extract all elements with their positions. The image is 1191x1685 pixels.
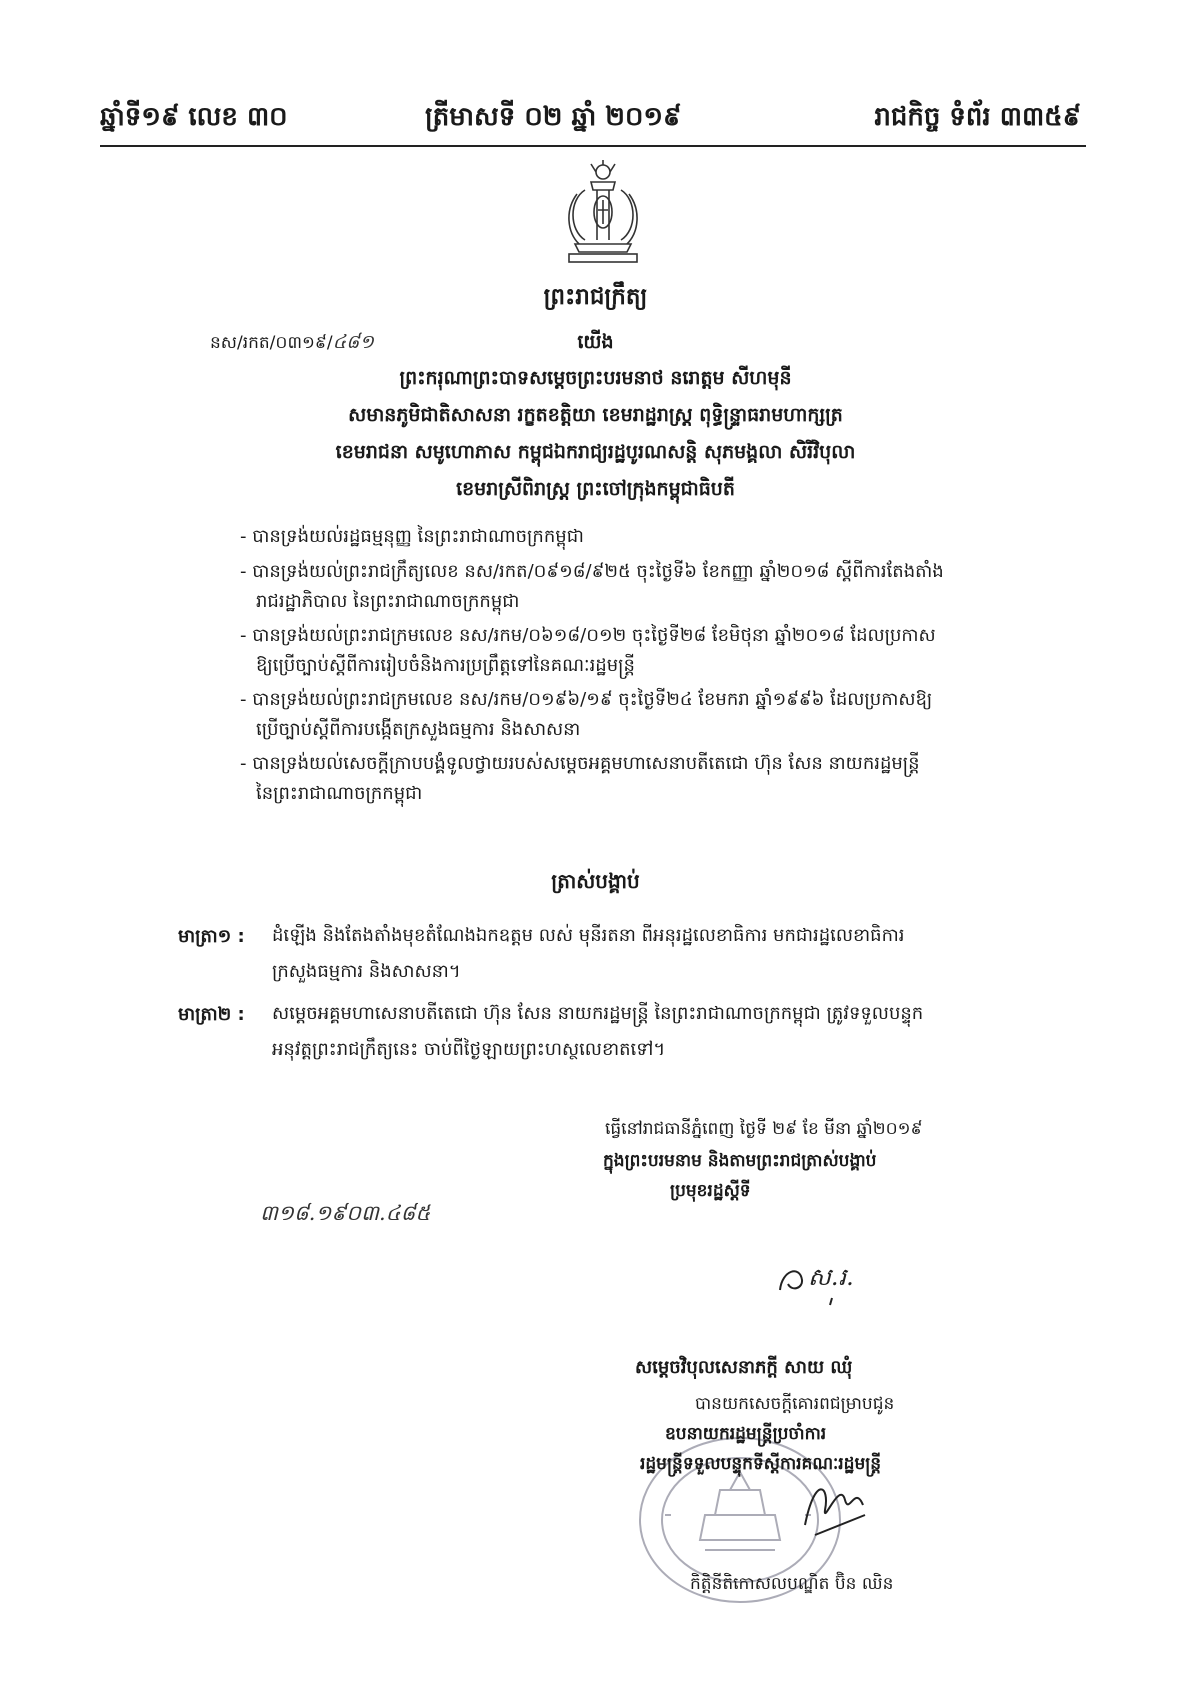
royal-title-line: ខេមរាស្រីពិរាស្ត្រ ព្រះចៅក្រុងកម្ពុជាធិបតី [456, 478, 735, 500]
royal-title-line: ព្រះករុណាព្រះបាទសម្តេចព្រះបរមនាថ នរោត្តម សីហមុនី [399, 367, 792, 389]
we-heading: យើង [577, 331, 614, 353]
gazette-page: រាជកិច្ច ទំព័រ ៣៣៥៩ [874, 102, 1081, 132]
visa-line: - បានទ្រង់យល់ព្រះរាជក្រមលេខ នស/រកម/០១៩៦/១៩ ចុះថ្ងៃទី២៤ ខែមករា ឆ្នាំ១៩៩៦ ដែលប្រកាសឱ្យ [240, 689, 933, 710]
visa-item [240, 557, 1080, 617]
visa-line: ប្រើច្បាប់ស្តីពីការបង្កើតក្រសួងធម្មការ និងសាសនា [256, 719, 581, 740]
visa-line: ឱ្យប្រើច្បាប់ស្តីពីការរៀបចំនិងការប្រព្រឹត្តទៅនៃគណៈរដ្ឋមន្ត្រី [256, 655, 635, 676]
article-text [272, 996, 1092, 1068]
document-title: ព្រះរាជក្រឹត្យ [543, 284, 648, 310]
visa-line: - បានទ្រង់យល់ព្រះរាជក្រឹត្យលេខ នស/រកត/០៩១៨/៩២៥ ចុះថ្ងៃទី៦ ខែកញ្ញា ឆ្នាំ២០១៨ ស្តីពីការតែងតាំង [240, 561, 944, 582]
article-line: ក្រសួងធម្មការ និងសាសនា។ [272, 961, 461, 982]
archive-number: ៣១៨.១៩០៣.៤៨៥ [260, 1201, 431, 1225]
royal-emblem-icon [555, 160, 651, 264]
royal-title-line: សមានភូមិជាតិសាសនា រក្ខតខត្តិយា ខេមរាដ្ឋរាស្ត្រ ពុទ្ធិន្ទ្រាធរាមហាក្សត្រ [348, 404, 843, 426]
signature-text: ស.រ. [808, 1263, 854, 1291]
countersigner-name: សម្តេចវិបុលសេនាភក្តី សាយ ឈុំ [635, 1357, 853, 1378]
header-rule [100, 145, 1086, 147]
visa-line: - បានទ្រង់យល់សេចក្តីក្រាបបង្គំទូលថ្វាយរបស់សម្តេចអគ្គមហាសេនាបតីតេជោ ហ៊ុន សែន នាយករដ្ឋមន្ត្រី [240, 753, 920, 774]
article-line: សម្តេចអគ្គមហាសេនាបតីតេជោ ហ៊ុន សែន នាយករដ្ឋមន្ត្រី នៃព្រះរាជាណាចក្រកម្ពុជា ត្រូវទទួលបន្ទុក [272, 1003, 924, 1024]
reference-prefix: នស/រកត/០៣១៩/ [210, 333, 333, 353]
gazette-date: ត្រីមាសទី ០២ ឆ្នាំ ២០១៩ [425, 102, 682, 132]
visa-line: - បានទ្រង់យល់រដ្ឋធម្មនុញ្ញ នៃព្រះរាជាណាចក្រកម្ពុជា [240, 526, 584, 547]
decree-heading: ត្រាស់បង្គាប់ [551, 869, 640, 893]
visa-item [240, 621, 1080, 681]
article-text [272, 918, 1092, 990]
article-label: មាត្រា២ : [178, 1004, 245, 1025]
visa-line: នៃព្រះរាជាណាចក្រកម្ពុជា [256, 783, 423, 804]
royal-title-line: ខេមរាជនា សមូហោភាស កម្ពុជឯករាជ្យរដ្ឋបូរណសន្តិ សុភមង្គលា សិរីវិបុលា [335, 441, 856, 463]
reference-handwritten-number: ៤៨១ [332, 331, 374, 353]
gazette-year-issue: ឆ្នាំទី១៩ លេខ ៣០ [100, 102, 288, 132]
sign-authority-line: ក្នុងព្រះបរមនាម និងតាមព្រះរាជត្រាស់បង្គាប់ [603, 1151, 877, 1171]
countersign-line: កិត្តិនីតិកោសលបណ្ឌិត ប៊ិន ឈិន [690, 1574, 894, 1594]
visa-item [240, 685, 1080, 745]
visa-item [240, 749, 1080, 809]
article-label: មាត្រា១ : [178, 926, 245, 947]
signature-mark [770, 1250, 880, 1310]
article-line: អនុវត្តព្រះរាជក្រឹត្យនេះ ចាប់ពីថ្ងៃឡាយព្រះហស្ថលេខាតទៅ។ [272, 1039, 666, 1060]
visa-line: រាជរដ្ឋាភិបាល នៃព្រះរាជាណាចក្រកម្ពុជា [256, 591, 520, 612]
countersign-line: បានយកសេចក្តីគោរពជម្រាបជូន [695, 1394, 895, 1414]
place-date: ធ្វើនៅរាជធានីភ្នំពេញ ថ្ងៃទី ២៩ ខែ មីនា ឆ្នាំ២០១៩ [605, 1119, 923, 1139]
countersign-line: រដ្ឋមន្ត្រីទទួលបន្ទុកទីស្តីការគណៈរដ្ឋមន្ត្រី [640, 1454, 882, 1474]
article-line: ដំឡើង និងតែងតាំងមុខតំណែងឯកឧត្តម លស់ មុនីរតនា ពីអនុរដ្ឋលេខាធិការ មកជារដ្ឋលេខាធិការ [272, 925, 905, 946]
countersign-line: ឧបនាយករដ្ឋមន្ត្រីប្រចាំការ [665, 1424, 827, 1444]
sign-authority-title: ប្រមុខរដ្ឋស្តីទី [670, 1181, 751, 1201]
visa-line: - បានទ្រង់យល់ព្រះរាជក្រមលេខ នស/រកម/០៦១៨/០១២ ចុះថ្ងៃទី២៨ ខែមិថុនា ឆ្នាំ២០១៨ ដែលប្រកាស [240, 625, 936, 646]
visa-item [240, 522, 1080, 552]
